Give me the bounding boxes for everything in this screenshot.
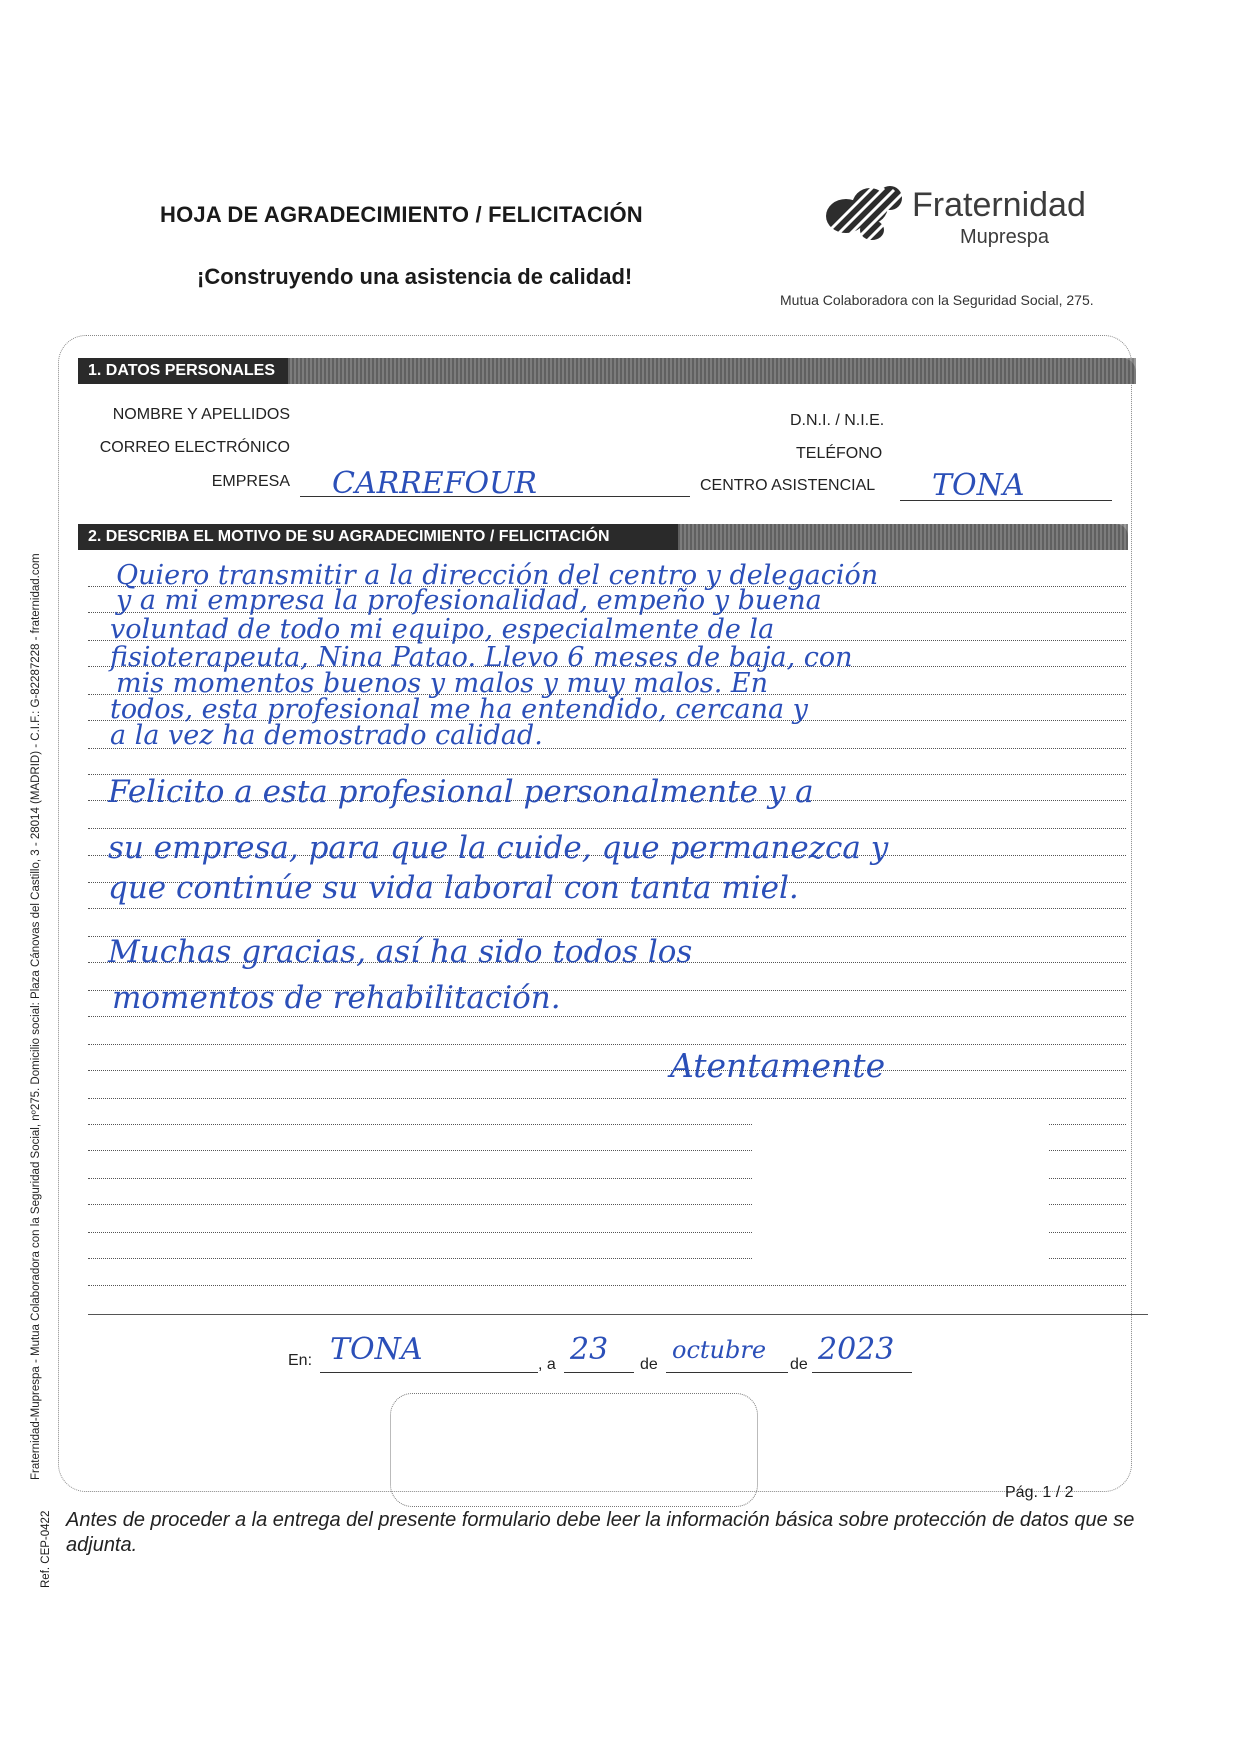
message-line: fisioterapeuta, Nina Patao. Llevo 6 meses de baja, con bbox=[110, 642, 853, 673]
correo-label: CORREO ELECTRÓNICO bbox=[99, 439, 290, 456]
redacted-area bbox=[752, 1100, 1048, 1280]
form-frame bbox=[58, 335, 1132, 1492]
centro-label: CENTRO ASISTENCIAL bbox=[700, 477, 876, 494]
de-label-1: de bbox=[640, 1356, 658, 1373]
empresa-label: EMPRESA bbox=[211, 473, 290, 490]
page-number: Pág. 1 / 2 bbox=[1005, 1484, 1074, 1501]
day-field[interactable] bbox=[564, 1372, 634, 1373]
place-field[interactable] bbox=[320, 1372, 538, 1373]
message-line: Quiero transmitir a la dirección del centro y delegación bbox=[116, 560, 879, 591]
legal-vertical-text: Fraternidad-Muprespa - Mutua Colaboradora con la Seguridad Social, nº275. Domicilio social: Plaza Cánovas del Castillo, 3 - 28014 (MADRID) - C.I.F.: G-82287228 - fraternidad.com bbox=[30, 553, 42, 1480]
month-value: octubre bbox=[672, 1336, 767, 1364]
message-line: mis momentos buenos y malos y muy malos. En bbox=[116, 668, 769, 699]
en-label: En: bbox=[288, 1352, 313, 1369]
message-line: momentos de rehabilitación. bbox=[112, 980, 561, 1016]
message-line: voluntad de todo mi equipo, especialmente de la bbox=[110, 614, 775, 645]
centro-value: TONA bbox=[932, 468, 1025, 503]
data-protection-notice: Antes de proceder a la entrega del presente formulario debe leer la información básica sobre protección de datos que se adjunta. bbox=[66, 1509, 1135, 1556]
day-value: 23 bbox=[570, 1332, 609, 1367]
brand-subname: Muprespa bbox=[960, 226, 1049, 248]
closing-text: Atentamente bbox=[670, 1046, 886, 1085]
page-title: HOJA DE AGRADECIMIENTO / FELICITACIÓN bbox=[160, 202, 643, 227]
message-line: Muchas gracias, así ha sido todos los bbox=[108, 934, 693, 970]
page-subtitle: ¡Construyendo una asistencia de calidad! bbox=[197, 264, 633, 289]
message-line: y a mi empresa la profesionalidad, empeño y buena bbox=[116, 585, 822, 616]
mutua-line: Mutua Colaboradora con la Seguridad Social, 275. bbox=[780, 292, 1094, 308]
year-value: 2023 bbox=[818, 1332, 895, 1367]
empresa-value: CARREFOUR bbox=[332, 466, 537, 501]
place-value: TONA bbox=[330, 1332, 423, 1367]
message-line: Felicito a esta profesional personalmente y a bbox=[108, 774, 814, 810]
year-field[interactable] bbox=[812, 1372, 912, 1373]
dni-label: D.N.I. / N.I.E. bbox=[790, 412, 885, 429]
section2-header: 2. DESCRIBA EL MOTIVO DE SU AGRADECIMIENTO / FELICITACIÓN bbox=[78, 524, 1128, 550]
reference-code: Ref. CEP-0422 bbox=[40, 1510, 52, 1588]
telefono-label: TELÉFONO bbox=[796, 445, 883, 462]
message-line: que continúe su vida laboral con tanta miel. bbox=[108, 870, 799, 906]
fraternidad-logo-icon bbox=[812, 178, 912, 246]
brand-name: Fraternidad bbox=[912, 186, 1086, 224]
month-field[interactable] bbox=[666, 1372, 788, 1373]
message-line: todos, esta profesional me ha entendido, cercana y bbox=[110, 694, 808, 725]
a-label: , a bbox=[538, 1356, 556, 1373]
message-line: su empresa, para que la cuide, que permanezca y bbox=[108, 830, 889, 866]
message-line: a la vez ha demostrado calidad. bbox=[110, 720, 543, 751]
de-label-2: de bbox=[790, 1356, 808, 1373]
nombre-label: NOMBRE Y APELLIDOS bbox=[112, 406, 290, 423]
section1-header: 1. DATOS PERSONALES bbox=[78, 358, 1136, 384]
signature-box[interactable] bbox=[390, 1393, 758, 1507]
